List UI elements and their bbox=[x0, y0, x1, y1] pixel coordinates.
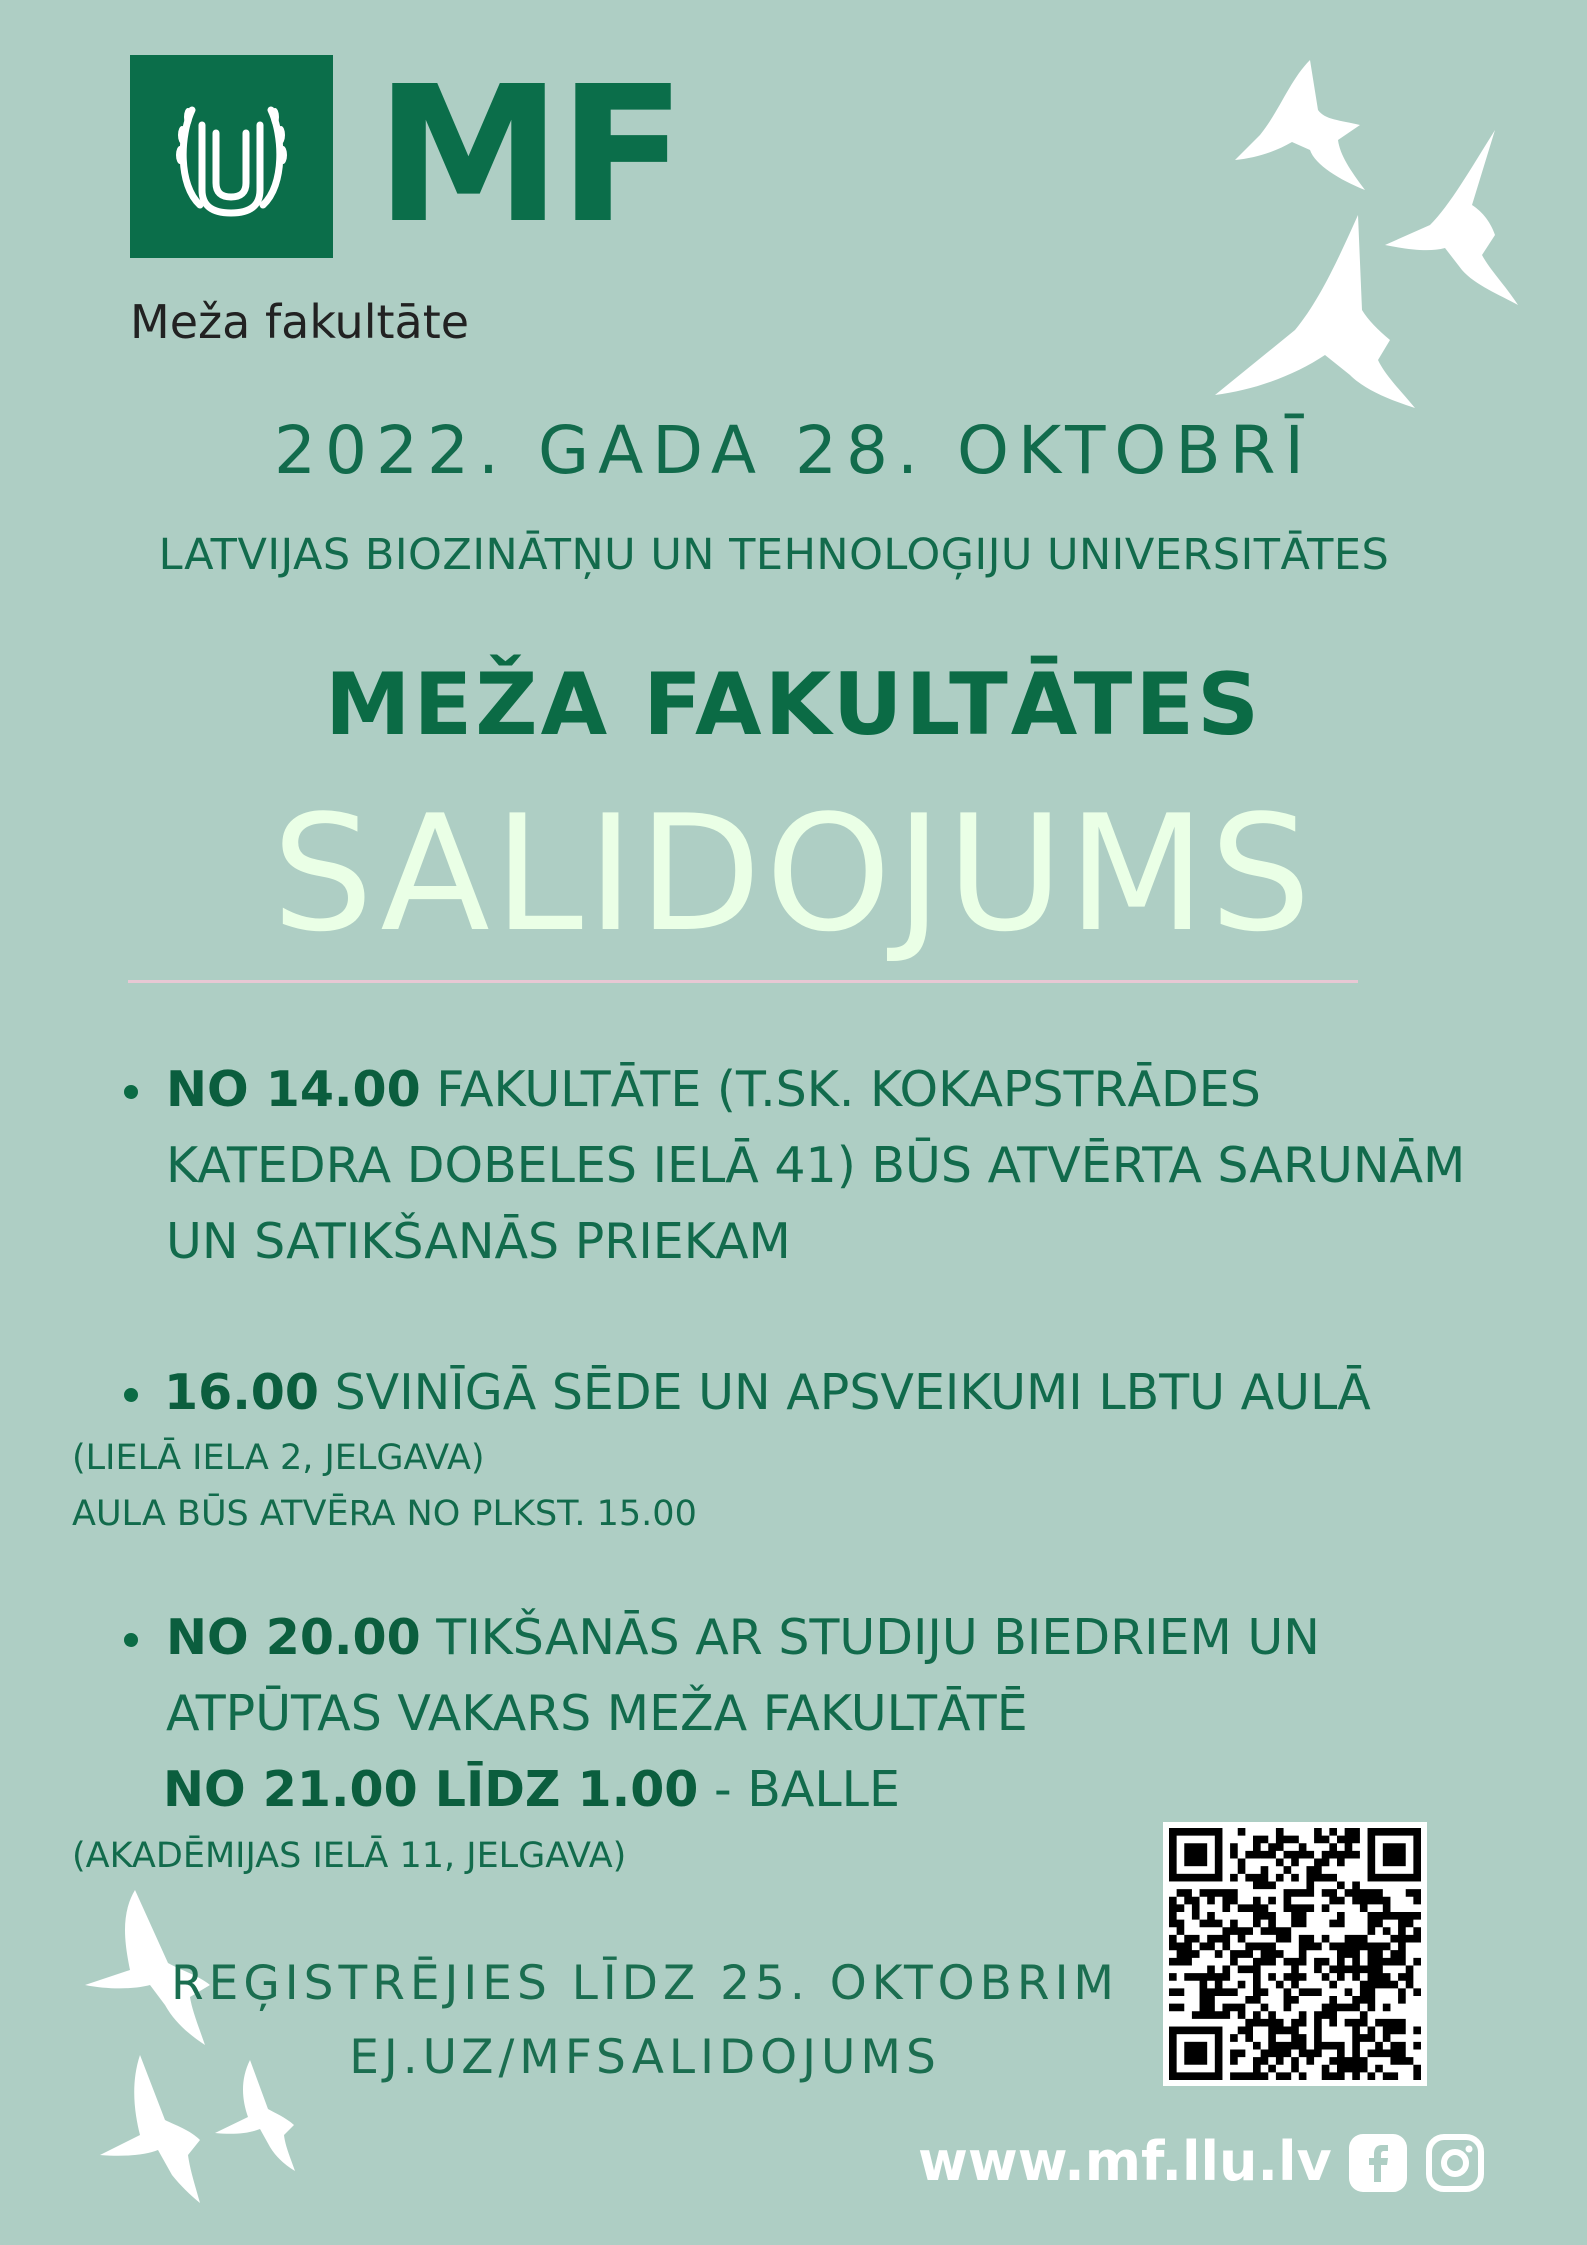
schedule-time: NO 20.00 bbox=[166, 1609, 421, 1666]
logo-emblem bbox=[130, 55, 333, 258]
bullet-dot bbox=[124, 1388, 138, 1402]
schedule-text: TIKŠANĀS AR STUDIJU BIEDRIEM UN bbox=[420, 1609, 1320, 1666]
logo-wordmark: MF bbox=[375, 46, 683, 265]
bullet-dot bbox=[124, 1085, 138, 1099]
bullet-dot bbox=[124, 1633, 138, 1647]
schedule-text: FAKULTĀTE (T.SK. KOKAPSTRĀDES bbox=[420, 1061, 1261, 1118]
schedule-text: - BALLE bbox=[698, 1761, 900, 1818]
university-name: LATVIJAS BIOZINĀTŅU UN TEHNOLOĢIJU UNIVERSITĀTES bbox=[158, 530, 1390, 580]
event-title: SALIDOJUMS bbox=[271, 780, 1316, 967]
schedule-text: SVINĪGĀ SĒDE UN APSVEIKUMI LBTU AULĀ bbox=[319, 1364, 1371, 1421]
schedule-time: NO 21.00 LĪDZ 1.00 bbox=[163, 1761, 699, 1818]
registration-link[interactable]: EJ.UZ/MFSALIDOJUMS bbox=[349, 2030, 941, 2085]
schedule-item-2 bbox=[164, 1355, 1371, 1431]
llu-emblem-icon bbox=[130, 55, 333, 258]
bird-icon bbox=[1200, 40, 1530, 420]
schedule-time: NO 14.00 bbox=[166, 1061, 421, 1118]
schedule-note: (AKADĒMIJAS IELĀ 11, JELGAVA) bbox=[72, 1836, 627, 1876]
faculty-title: MEŽA FAKULTĀTES bbox=[324, 655, 1263, 755]
schedule-note: (LIELĀ IELA 2, JELGAVA) bbox=[72, 1438, 485, 1478]
qr-code[interactable] bbox=[1163, 1822, 1427, 2086]
divider bbox=[128, 980, 1358, 983]
event-date: 2022. GADA 28. OKTOBRĪ bbox=[274, 412, 1313, 489]
instagram-icon[interactable] bbox=[1424, 2132, 1486, 2194]
website-link[interactable]: www.mf.llu.lv bbox=[918, 2130, 1332, 2193]
qr-code-icon bbox=[1163, 1822, 1427, 2086]
logo-subtitle: Meža fakultāte bbox=[130, 295, 470, 349]
schedule-text: KATEDRA DOBELES IELĀ 41) BŪS ATVĒRTA SARUNĀM bbox=[166, 1137, 1466, 1194]
schedule-item-3-ball bbox=[163, 1752, 900, 1828]
schedule-item-1 bbox=[166, 1052, 1465, 1280]
schedule-text: ATPŪTAS VAKARS MEŽA FAKULTĀTĒ bbox=[166, 1685, 1028, 1742]
schedule-note: AULA BŪS ATVĒRA NO PLKST. 15.00 bbox=[72, 1494, 697, 1534]
schedule-text: UN SATIKŠANĀS PRIEKAM bbox=[166, 1213, 791, 1270]
registration-deadline: REĢISTRĒJIES LĪDZ 25. OKTOBRIM bbox=[171, 1956, 1119, 2011]
schedule-item-3 bbox=[166, 1600, 1320, 1752]
facebook-icon[interactable] bbox=[1347, 2132, 1409, 2194]
schedule-time: 16.00 bbox=[164, 1364, 319, 1421]
